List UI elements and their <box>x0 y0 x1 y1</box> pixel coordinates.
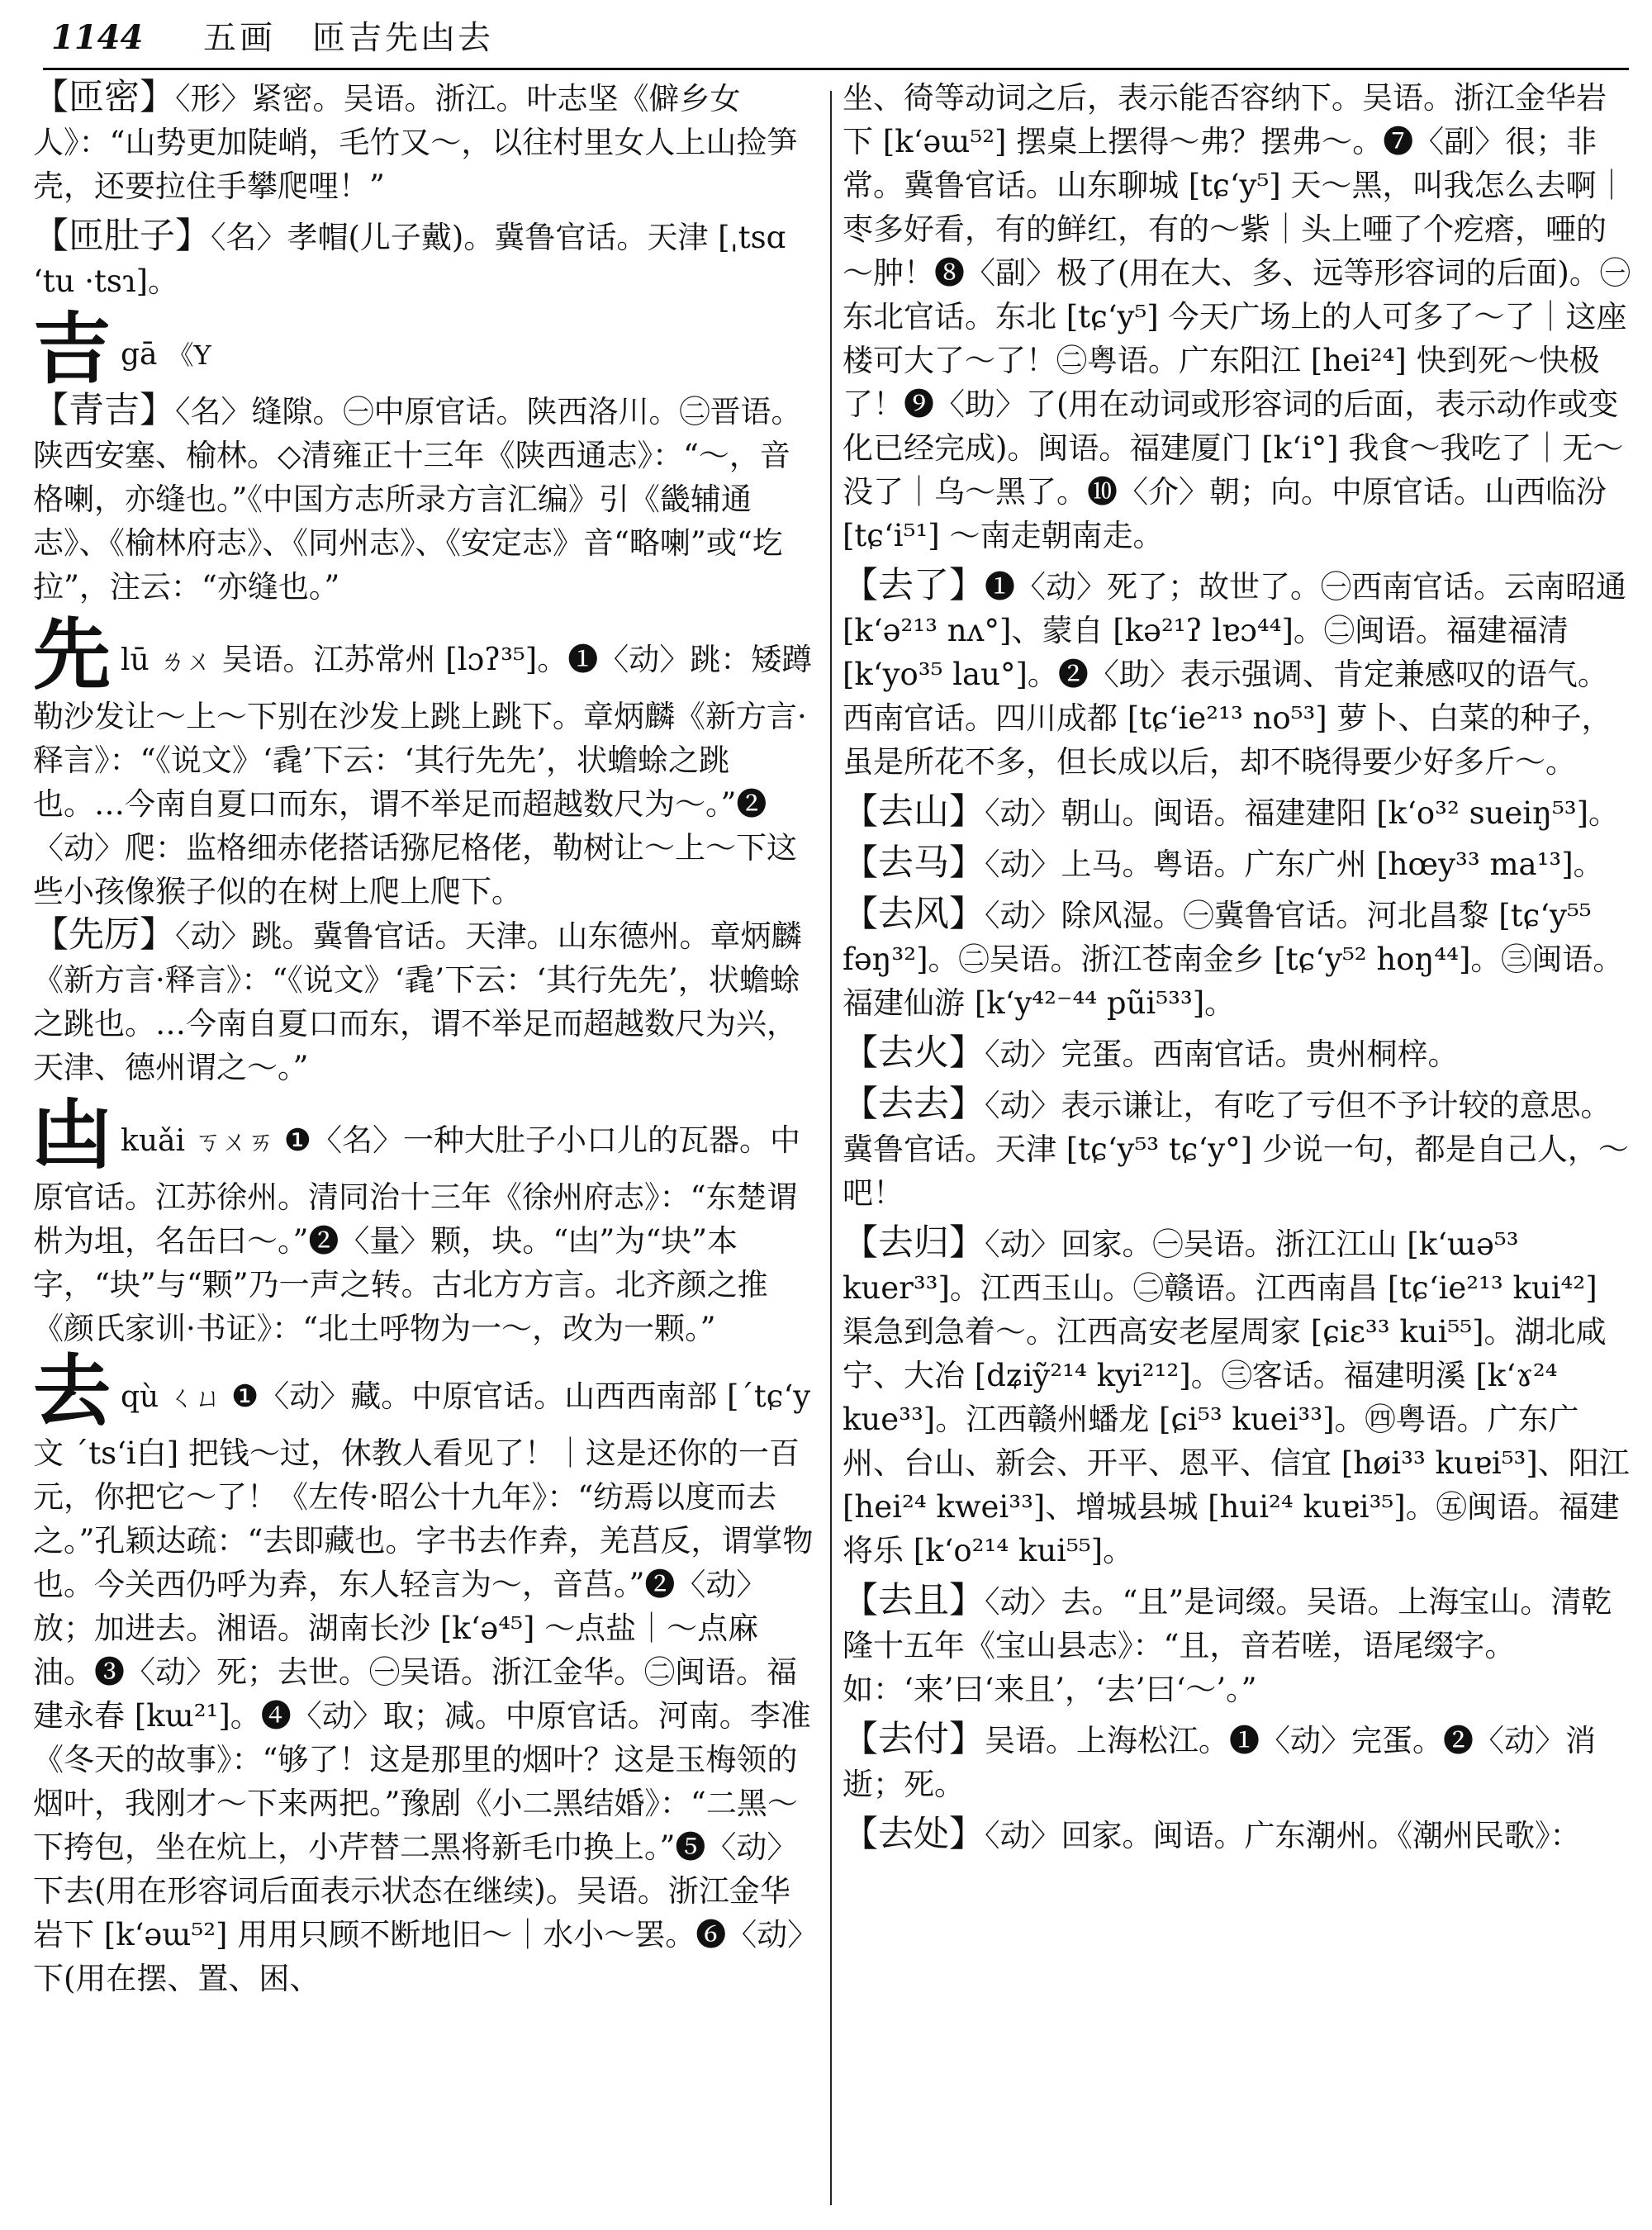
entry-quchu <box>843 1813 1631 1858</box>
definition: 〈动〉回家。闽语。广东潮州。《潮州民歌》： <box>985 1818 1581 1853</box>
headword: 【去归】 <box>843 1222 985 1264</box>
entry-quqie <box>843 1579 1631 1711</box>
definition: 〈名〉缝隙。㊀中原官话。陕西洛川。㊁晋语。陕西安塞、榆林。◇清雍正十三年《陕西通志》：“～，音格喇，亦缝也。”《中国方志所录方言汇编》引《畿辅通志》、《榆林府志》、《同州志》、《安定志》音“略喇”或“圪拉”，注云：“亦缝也。” <box>33 394 802 605</box>
entry-ququ <box>843 1083 1631 1215</box>
head-character: 凷 <box>33 1090 112 1181</box>
head-character: 先 <box>33 610 112 700</box>
entry-qule <box>843 564 1631 784</box>
right-column <box>843 76 1631 1864</box>
entry-qu-continued <box>843 76 1631 558</box>
headword: 【去了】 <box>843 565 985 606</box>
headword: 【青吉】 <box>33 390 175 431</box>
headword: 【去山】 <box>843 791 985 833</box>
headword: 【去风】 <box>843 894 985 935</box>
headword: 【去处】 <box>843 1814 985 1855</box>
definition: 〈动〉除风湿。㊀冀鲁官话。河北昌黎 [tɕʻy⁵⁵ fəŋ³²]。㊁吴语。浙江苍南金乡 [tɕʻy⁵² hoŋ⁴⁴]。㊂闽语。福建仙游 [kʻy⁴²⁻⁴⁴ pũi⁵³³]。 <box>843 898 1624 1021</box>
head-character: 吉 <box>33 304 112 395</box>
entry-quma <box>843 842 1631 886</box>
definition: ❶〈动〉藏。中原官话。山西西南部 [ˊtɕʻy文 ˊtsʻi白] 把钱～过，休教人看见了！｜这是还你的一百元，你把它～了！《左传·昭公十九年》：“纺焉以度而去之。”孔颖达疏：“去即藏也。字书去作弆，羌莒反，谓掌物也。今关西仍呼为弆，东人轻言为～，音莒。”❷〈动〉放；加进去。湘语。湖南长沙 [kʻə⁴⁵] ～点盐｜～点麻油。❸〈动〉死；去世。㊀吴语。浙江金华。㊁闽语。福建永春 [kɯ²¹]。❹〈动〉取；减。中原官话。河南。李准《冬天的故事》：“够了！这是那里的烟叶？这是玉梅领的烟叶，我刚才～下来两把。”豫剧《小二黑结婚》：“二黑～下挎包，坐在炕上，小芹替二黑将新毛巾换上。”❺〈动〉下去(用在形容词后面表示状态在继续)。吴语。浙江金华岩下 [kʻəɯ⁵²] 用用只顾不断地旧～｜水小～罢。❻〈动〉下(用在摆、置、困、 <box>33 1378 814 1996</box>
entry-zaduzi <box>33 215 814 303</box>
head-character: 去 <box>33 1346 112 1437</box>
entry-zami <box>33 76 814 208</box>
page-title: 五画 匝吉先凷去 <box>203 19 495 57</box>
entry-char-kuai <box>33 1090 814 1350</box>
pinyin: qù <box>121 1380 159 1414</box>
definition: 〈动〉表示谦让，有吃了亏但不予计较的意思。冀鲁官话。天津 [tɕʻy⁵³ tɕʻy°] 少说一句，都是自己人，～吧！ <box>843 1088 1629 1211</box>
entry-qufeng <box>843 893 1631 1025</box>
definition: 〈动〉回家。㊀吴语。浙江江山 [kʻɯə⁵³ kuer³³]。江西玉山。㊁赣语。江西南昌 [tɕʻie²¹³ kui⁴²] 渠急到急着～。江西高安老屋周家 [ɕiɛ³³ kui⁵⁵]。湖北咸宁、大冶 [dʑiỹ²¹⁴ kyi²¹²]。㊂客话。福建明溪 [kʻɤ²⁴ kue³³]。江西赣州蟠龙 [ɕi⁵³ kuei³³]。㊃粤语。广东广州、台山、新会、开平、恩平、信宜 [høi³³ kuɐi⁵³]、阳江 [hei²⁴ kwei³³]、增城县城 [hui²⁴ kuɐi³⁵]。㊄闽语。福建将乐 [kʻo²¹⁴ kui⁵⁵]。 <box>843 1226 1630 1568</box>
definition: 〈动〉完蛋。西南官话。贵州桐梓。 <box>985 1037 1459 1072</box>
definition: 吴语。上海松江。❶〈动〉完蛋。❷〈动〉消逝；死。 <box>843 1723 1596 1802</box>
headword: 【匝肚子】 <box>33 216 211 257</box>
entry-qushan <box>843 790 1631 835</box>
header-rule <box>43 68 1629 70</box>
pinyin: lū <box>121 643 150 677</box>
entry-luli <box>33 913 814 1089</box>
entry-qiga <box>33 389 814 609</box>
zhuyin: ㄎㄨㄞ <box>195 1126 275 1157</box>
definition: 〈名〉孝帽(儿子戴)。冀鲁官话。天津 [ˌtsɑ ʻtu ·tsɿ]。 <box>33 220 786 299</box>
entry-qufu <box>843 1718 1631 1806</box>
zhuyin: ㄌㄨ <box>159 645 212 676</box>
zhuyin: 《Y <box>167 339 211 371</box>
headword: 【去且】 <box>843 1580 985 1621</box>
entry-char-ga <box>33 304 814 395</box>
entry-char-lu <box>33 610 814 913</box>
definition: 坐、徛等动词之后，表示能否容纳下。吴语。浙江金华岩下 [kʻəɯ⁵²] 摆桌上摆得～弗？摆弗～。❼〈副〉很；非常。冀鲁官话。山东聊城 [tɕʻy⁵] 天～黑，叫我怎么去啊｜枣多好看，有的鲜红，有的～紫｜头上唖了个疙瘩，唖的～肿！❽〈副〉极了(用在大、多、远等形容词的后面)。㊀东北官话。东北 [tɕʻy⁵] 今天广场上的人可多了～了｜这座楼可大了～了！㊁粤语。广东阳江 [hei²⁴] 快到死～快极了！❾〈助〉了(用在动词或形容词的后面，表示动作或变化已经完成)。闽语。福建厦门 [kʻi°] 我食～我吃了｜无～没了｜乌～黑了。❿〈介〉朝；向。中原官话。山西临汾 [tɕʻi⁵¹] ～南走朝南走。 <box>843 80 1631 553</box>
definition: 〈动〉去。“且”是词缀。吴语。上海宝山。清乾隆十五年《宝山县志》：“且，音若嗟，语尾缀字。如：‘来’曰‘来且’，‘去’曰‘～’。” <box>843 1584 1612 1707</box>
definition: ❶〈名〉一种大肚子小口儿的瓦器。中原官话。江苏徐州。清同治十三年《徐州府志》：“东楚谓㭊为坥，名缶曰～。”❷〈量〉颗，块。“凷”为“块”本字，“块”与“颗”乃一声之转。古北方方言。北齐颜之推《颜氏家训·书证》：“北土呼物为一～，改为一颗。” <box>33 1122 800 1346</box>
pinyin: gā <box>121 338 158 372</box>
page-number: 1144 <box>51 18 144 57</box>
headword: 【去马】 <box>843 842 985 884</box>
zhuyin: ㄑㄩ <box>169 1382 222 1413</box>
definition: 〈形〉紧密。吴语。浙江。叶志坚《僻乡女人》：“山势更加陡峭，毛竹又～，以往村里女人上山捡笋壳，还要拉住手攀爬哩！” <box>33 81 798 204</box>
definition: ❶〈动〉死了；故世了。㊀西南官话。云南昭通 [kʻə²¹³ nʌ°]、蒙自 [kə²¹ʔ lɐɔ⁴⁴]。㊁闽语。福建福清 [kʻyo³⁵ lau°]。❷〈助〉表示强调、肯定兼感叹的语气。西南官话。四川成都 [tɕʻie²¹³ no⁵³] 萝卜、白菜的种子，虽是所花不多，但长成以后，却不晓得要少好多斤～。 <box>843 569 1626 780</box>
column-divider <box>830 91 832 2205</box>
headword: 【去去】 <box>843 1084 985 1125</box>
running-head <box>51 12 494 64</box>
headword: 【去付】 <box>843 1719 985 1760</box>
pinyin: kuǎi <box>121 1124 185 1158</box>
definition: 〈动〉上马。粤语。广东广州 [hœy³³ ma¹³]。 <box>985 847 1604 882</box>
headword: 【匝密】 <box>33 77 175 118</box>
definition: 〈动〉跳。冀鲁官话。天津。山东德州。章炳麟《新方言·释言》：“《说文》‘毳’下云：‘其行先先’，状蟾蜍之跳也。…今南自夏口而东，谓不举足而超越数尺为兴，天津、德州谓之～。” <box>33 918 802 1085</box>
definition: 吴语。江苏常州 [lɔʔ³⁵]。❶〈动〉跳：矮蹲勒沙发让～上～下别在沙发上跳上跳下。章炳麟《新方言·释言》：“《说文》‘毳’下云：‘其行先先’，状蟾蜍之跳也。…今南自夏口而东，谓不举足而超越数尺为～。”❷〈动〉爬：监格细赤佬搭话猕尼格佬，勒树让～上～下这些小孩像猴子似的在树上爬上爬下。 <box>33 642 813 909</box>
left-column <box>33 76 814 2000</box>
headword: 【先厉】 <box>33 914 175 956</box>
headword: 【去火】 <box>843 1032 985 1074</box>
entry-quhuo <box>843 1032 1631 1076</box>
entry-char-qu <box>33 1346 814 2000</box>
entry-qugui <box>843 1222 1631 1573</box>
definition: 〈动〉朝山。闽语。福建建阳 [kʻo³² sueiŋ⁵³]。 <box>985 795 1620 831</box>
